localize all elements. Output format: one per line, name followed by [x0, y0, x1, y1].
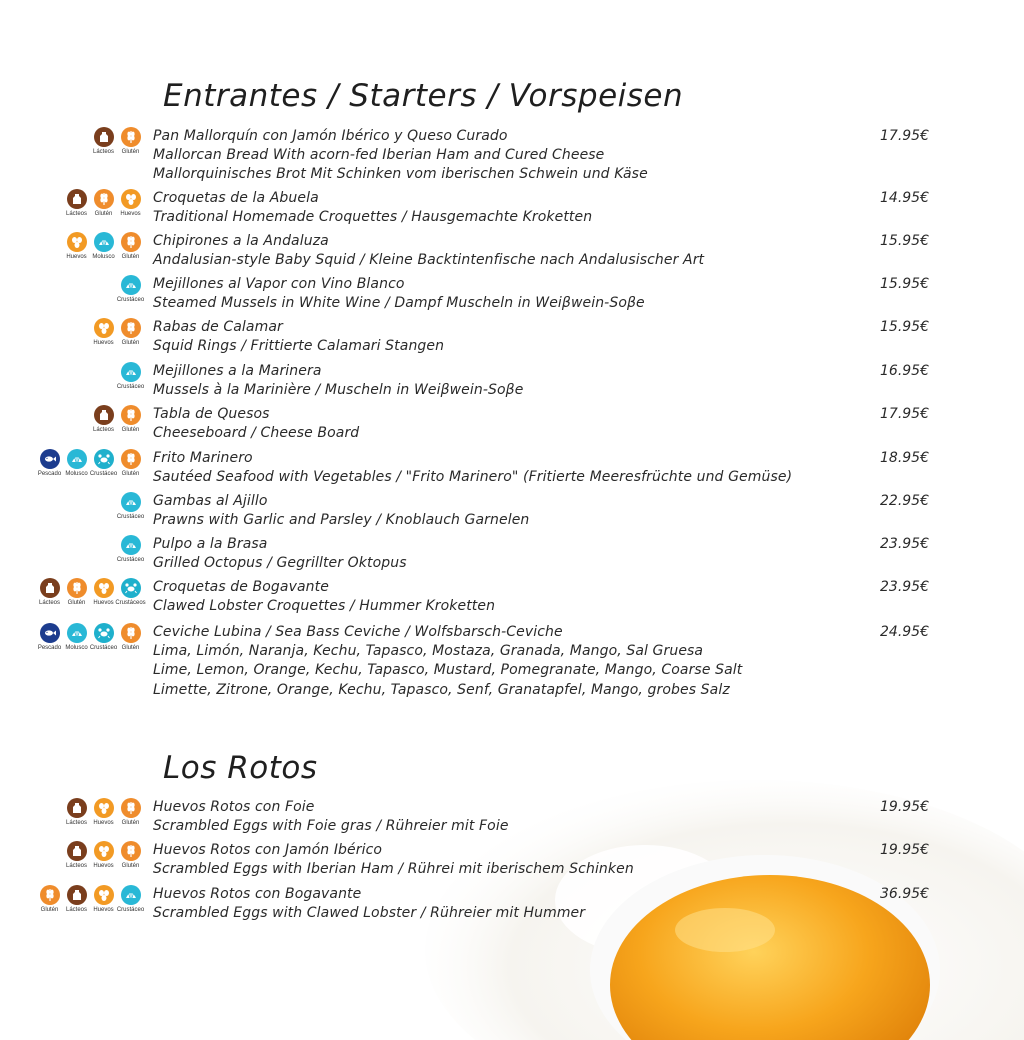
allergen-badge	[92, 127, 115, 155]
allergen-icons	[116, 492, 145, 520]
allergen-badge	[116, 535, 145, 563]
allergen-icons	[92, 405, 142, 433]
item-description	[153, 405, 853, 443]
allergen-label: Glutén	[121, 645, 140, 651]
item-description	[153, 275, 853, 313]
item-name: Frito Marinero	[153, 450, 253, 466]
allergen-label: Crustáceos	[115, 600, 146, 606]
item-translation: Steamed Mussels in White Wine / Dampf Muscheln in Weiβwein-Soβe	[153, 295, 645, 312]
item-name: Chipirones a la Andaluza	[153, 233, 329, 249]
wheat-icon	[40, 885, 60, 905]
allergen-label: Glutén	[121, 427, 140, 433]
item-price: 23.95€	[880, 579, 929, 595]
allergen-badge	[38, 449, 61, 477]
allergen-badge	[65, 798, 88, 826]
allergen-label: Glutén	[121, 471, 140, 477]
allergen-icons	[38, 449, 142, 477]
item-price: 15.95€	[880, 319, 929, 335]
item-description	[153, 492, 853, 530]
item-name: Tabla de Quesos	[153, 406, 270, 422]
allergen-icons	[65, 232, 142, 260]
item-description	[153, 362, 853, 400]
item-price: 24.95€	[880, 624, 929, 640]
wheat-icon	[67, 578, 87, 598]
item-translation: Mallorcan Bread With acorn-fed Iberian Ham and Cured Cheese	[153, 147, 605, 164]
eggs-icon	[94, 798, 114, 818]
item-description	[153, 841, 853, 879]
allergen-label: Glutén	[121, 149, 140, 155]
allergen-label: Huevos	[93, 820, 114, 826]
allergen-icons	[38, 578, 146, 606]
allergen-badge	[65, 578, 88, 606]
item-price: 16.95€	[880, 363, 929, 379]
milk-jug-icon	[67, 189, 87, 209]
allergen-label: Glutén	[121, 340, 140, 346]
shell-icon	[67, 449, 87, 469]
item-name: Mejillones al Vapor con Vino Blanco	[153, 276, 405, 292]
milk-jug-icon	[67, 841, 87, 861]
allergen-label: Pescado	[37, 645, 62, 651]
item-name: Croquetas de Bogavante	[153, 579, 329, 595]
allergen-label: Pescado	[37, 471, 62, 477]
fish-icon	[40, 623, 60, 643]
item-translation: Mussels à la Marinière / Muscheln in Weiβwein-Soβe	[153, 382, 524, 399]
allergen-icons	[65, 189, 142, 217]
wheat-icon	[121, 841, 141, 861]
item-translation: Traditional Homemade Croquettes / Hausgemachte Kroketten	[153, 209, 593, 226]
allergen-label: Glutén	[121, 863, 140, 869]
allergen-label: Crustáceo	[89, 645, 118, 651]
allergen-badge	[38, 885, 61, 913]
item-translation: Sautéed Seafood with Vegetables / "Frito Marinero" (Fritierte Meeresfrüchte und Gemüse)	[153, 469, 793, 486]
allergen-icons	[65, 841, 142, 869]
allergen-icons	[92, 318, 142, 346]
eggs-icon	[94, 841, 114, 861]
crab-icon	[94, 623, 114, 643]
allergen-icons	[116, 362, 145, 390]
allergen-badge	[65, 841, 88, 869]
allergen-label: Crustáceo	[116, 384, 145, 390]
shell-icon	[94, 232, 114, 252]
allergen-label: Molusco	[65, 471, 88, 477]
wheat-icon	[94, 189, 114, 209]
item-translation: Limette, Zitrone, Orange, Kechu, Tapasco, Senf, Granatapfel, Mango, grobes Salz	[153, 681, 730, 698]
allergen-label: Crustáceo	[116, 514, 145, 520]
allergen-label: Lácteos	[65, 211, 87, 217]
allergen-label: Molusco	[65, 645, 88, 651]
item-description	[153, 189, 853, 227]
item-translation: Scrambled Eggs with Foie gras / Rühreier mit Foie	[153, 818, 509, 835]
item-price: 22.95€	[880, 493, 929, 509]
shell-icon	[121, 362, 141, 382]
item-translation: Clawed Lobster Croquettes / Hummer Kroketten	[153, 598, 496, 615]
allergen-badge	[116, 275, 145, 303]
fish-icon	[40, 449, 60, 469]
allergen-label: Glutén	[94, 211, 113, 217]
allergen-badge	[116, 362, 145, 390]
shell-icon	[121, 492, 141, 512]
crab-icon	[121, 578, 141, 598]
item-translation: Andalusian-style Baby Squid / Kleine Backtintenfische nach Andalusischer Art	[153, 252, 705, 269]
allergen-label: Molusco	[92, 254, 115, 260]
allergen-badge	[92, 798, 115, 826]
allergen-label: Huevos	[93, 340, 114, 346]
allergen-label: Crustáceo	[116, 557, 145, 563]
item-price: 19.95€	[880, 842, 929, 858]
item-name: Mejillones a la Marinera	[153, 363, 322, 379]
allergen-badge	[119, 449, 142, 477]
milk-jug-icon	[67, 798, 87, 818]
item-description	[153, 535, 853, 573]
item-price: 15.95€	[880, 276, 929, 292]
allergen-label: Lácteos	[92, 149, 114, 155]
item-description	[153, 318, 853, 356]
item-name: Rabas de Calamar	[153, 319, 283, 335]
eggs-icon	[121, 189, 141, 209]
item-translation: Cheeseboard / Cheese Board	[153, 425, 360, 442]
section-title-los-rotos: Los Rotos	[163, 750, 318, 786]
allergen-badge	[92, 405, 115, 433]
milk-jug-icon	[94, 405, 114, 425]
item-price: 15.95€	[880, 233, 929, 249]
shell-icon	[121, 535, 141, 555]
allergen-badge	[65, 232, 88, 260]
item-translation: Squid Rings / Frittierte Calamari Stangen	[153, 338, 445, 355]
allergen-label: Lácteos	[65, 820, 87, 826]
allergen-badge	[119, 232, 142, 260]
allergen-badge	[65, 189, 88, 217]
wheat-icon	[121, 232, 141, 252]
shell-icon	[121, 275, 141, 295]
allergen-icons	[116, 275, 145, 303]
allergen-badge	[65, 885, 88, 913]
allergen-badge	[89, 623, 118, 651]
item-price: 36.95€	[880, 886, 929, 902]
allergen-badge	[119, 623, 142, 651]
allergen-label: Crustáceo	[89, 471, 118, 477]
allergen-badge	[65, 623, 88, 651]
wheat-icon	[121, 798, 141, 818]
allergen-label: Glutén	[121, 820, 140, 826]
allergen-badge	[119, 841, 142, 869]
wheat-icon	[121, 405, 141, 425]
item-translation: Grilled Octopus / Gegrillter Oktopus	[153, 555, 407, 572]
allergen-label: Huevos	[93, 600, 114, 606]
allergen-label: Lácteos	[92, 427, 114, 433]
eggs-icon	[67, 232, 87, 252]
allergen-badge	[38, 623, 61, 651]
allergen-badge	[119, 405, 142, 433]
item-name: Huevos Rotos con Bogavante	[153, 886, 362, 902]
item-description	[153, 127, 853, 185]
item-translation: Scrambled Eggs with Clawed Lobster / Rühreier mit Hummer	[153, 905, 586, 922]
shell-icon	[121, 885, 141, 905]
item-price: 19.95€	[880, 799, 929, 815]
item-name: Croquetas de la Abuela	[153, 190, 319, 206]
item-name: Pan Mallorquín con Jamón Ibérico y Queso Curado	[153, 128, 508, 144]
allergen-badge	[92, 232, 115, 260]
allergen-label: Glutén	[121, 254, 140, 260]
shell-icon	[67, 623, 87, 643]
allergen-icons	[38, 885, 145, 913]
allergen-badge	[116, 885, 145, 913]
allergen-icons	[92, 127, 142, 155]
allergen-label: Lácteos	[38, 600, 60, 606]
allergen-badge	[119, 189, 142, 217]
item-description	[153, 578, 853, 616]
allergen-badge	[92, 885, 115, 913]
item-price: 23.95€	[880, 536, 929, 552]
wheat-icon	[121, 127, 141, 147]
allergen-label: Huevos	[120, 211, 141, 217]
allergen-label: Lácteos	[65, 907, 87, 913]
allergen-badge	[65, 449, 88, 477]
item-description	[153, 232, 853, 270]
allergen-badge	[119, 318, 142, 346]
item-description	[153, 623, 853, 700]
allergen-badge	[116, 492, 145, 520]
allergen-badge	[92, 578, 115, 606]
allergen-badge	[89, 449, 118, 477]
allergen-label: Glutén	[67, 600, 86, 606]
allergen-icons	[65, 798, 142, 826]
milk-jug-icon	[40, 578, 60, 598]
allergen-label: Glutén	[40, 907, 59, 913]
item-price: 17.95€	[880, 128, 929, 144]
wheat-icon	[121, 318, 141, 338]
allergen-label: Crustáceo	[116, 297, 145, 303]
item-description	[153, 449, 853, 487]
wheat-icon	[121, 623, 141, 643]
allergen-badge	[92, 189, 115, 217]
item-translation: Prawns with Garlic and Parsley / Knoblauch Garnelen	[153, 512, 530, 529]
allergen-icons	[116, 535, 145, 563]
item-translation: Mallorquinisches Brot Mit Schinken vom iberischen Schwein und Käse	[153, 166, 648, 183]
eggs-icon	[94, 578, 114, 598]
crab-icon	[94, 449, 114, 469]
milk-jug-icon	[67, 885, 87, 905]
allergen-badge	[115, 578, 146, 606]
item-translation: Lima, Limón, Naranja, Kechu, Tapasco, Mostaza, Granada, Mango, Sal Gruesa	[153, 643, 704, 660]
allergen-label: Lácteos	[65, 863, 87, 869]
item-name: Pulpo a la Brasa	[153, 536, 268, 552]
section-title-starters: Entrantes / Starters / Vorspeisen	[163, 78, 684, 114]
allergen-label: Huevos	[93, 863, 114, 869]
item-translation: Lime, Lemon, Orange, Kechu, Tapasco, Mustard, Pomegranate, Mango, Coarse Salt	[153, 662, 743, 679]
milk-jug-icon	[94, 127, 114, 147]
allergen-label: Crustáceo	[116, 907, 145, 913]
allergen-badge	[38, 578, 61, 606]
allergen-badge	[119, 127, 142, 155]
item-description	[153, 798, 853, 836]
allergen-badge	[119, 798, 142, 826]
item-price: 17.95€	[880, 406, 929, 422]
item-price: 18.95€	[880, 450, 929, 466]
item-description	[153, 885, 853, 923]
item-name: Huevos Rotos con Foie	[153, 799, 315, 815]
allergen-badge	[92, 841, 115, 869]
allergen-label: Huevos	[93, 907, 114, 913]
item-name: Gambas al Ajillo	[153, 493, 268, 509]
item-price: 14.95€	[880, 190, 929, 206]
eggs-icon	[94, 318, 114, 338]
allergen-label: Huevos	[66, 254, 87, 260]
item-name: Ceviche Lubina / Sea Bass Ceviche / Wolfsbarsch-Ceviche	[153, 624, 563, 640]
wheat-icon	[121, 449, 141, 469]
allergen-badge	[92, 318, 115, 346]
item-translation: Scrambled Eggs with Iberian Ham / Rührei mit iberischem Schinken	[153, 861, 634, 878]
eggs-icon	[94, 885, 114, 905]
item-name: Huevos Rotos con Jamón Ibérico	[153, 842, 383, 858]
allergen-icons	[38, 623, 142, 651]
